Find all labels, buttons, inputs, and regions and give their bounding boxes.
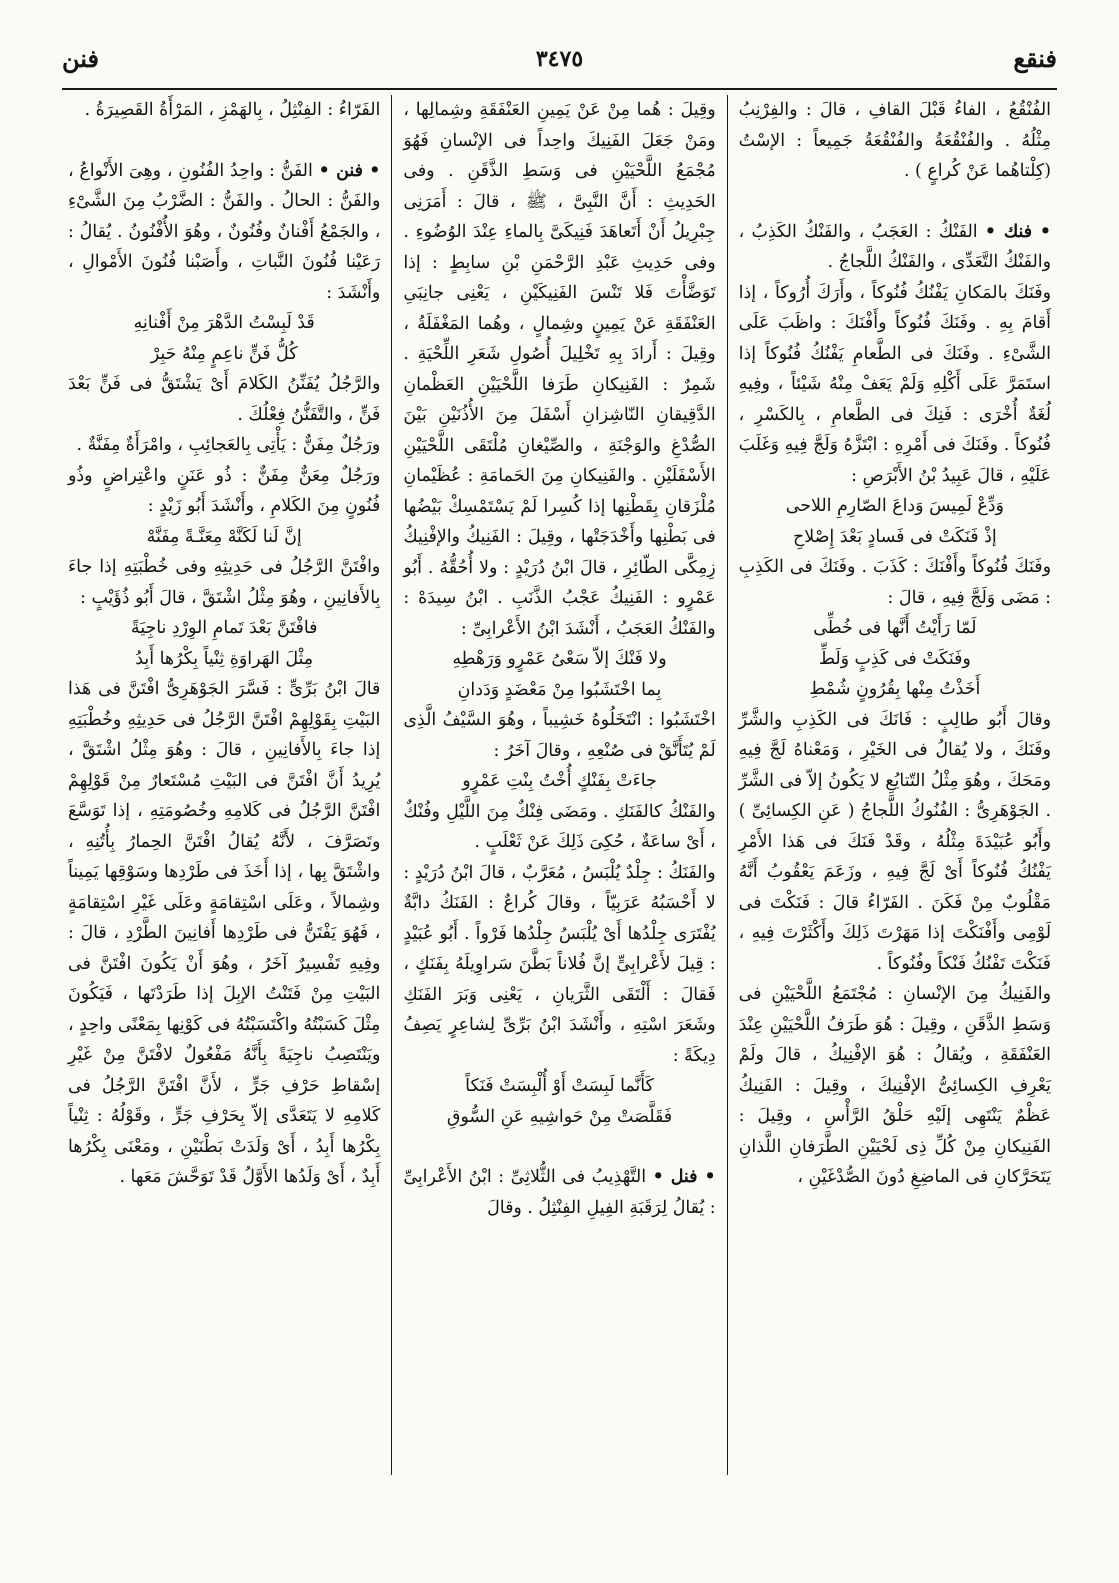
column-text: والفَنِيكُ مِنَ الإنْسانِ : مُجْتَمَعُ اللَّحْيَيْنِ فى وَسَطِ الذَّقَنِ ، وقِيلَ : هُوَ طَرَفُ اللَّحْيَيْنِ عِنْدَ العَنْفَقَةِ ، ويُقالُ : هُوَ الإفْنِيكُ ، قالَ ولَمْ يَعْرِفِ الكِسائِىُّ الإفْنِيكَ ، وقِيلَ : الفَنِيكُ عَظْمٌ يَنْتَهِى إلَيْهِ حَلْقُ الرَّأْسِ ، وقِيلَ : الفَنِيكانِ مِنْ كُلِّ ذِى لَحْيَيْنِ الطَّرَفانِ اللَّذانِ يَتَحَرَّكانِ فى الماضِغِ دُونَ الصُّدْغَيْنِ ، (738, 984, 1051, 1187)
verse-line: مِثْلَ الهَراوَةِ ثِنْياً بِكْرُها أَبِدُ (135, 648, 314, 669)
guide-word-right: فنقع (1013, 44, 1057, 73)
entry-headword: • فنل • (652, 1167, 716, 1187)
verse-line: ولا فَنْكَ إلاّ سَعْىُ عَمْرٍو وَرَهْطِهِ (452, 649, 667, 669)
column-text: ورَجُلٌ مِعَنٌّ مِفَنٌّ : ذُو عَنَنٍ واعْتِراضٍ وذُو فُنُونٍ مِنَ الكَلامِ ، وأَنْشَدَ أَبُو زَيْدٍ : (68, 465, 381, 516)
column-text: وقالَ أَبُو طالِبٍ : فَانَكَ فى الكَذِبِ والشَّرِّ وفَنَكَ ، ولا يُقالُ فى الخَيْرِ ، وَمَعْناهُ لَجَّ فِيهِ ومَحَكَ ، وهُوَ مِثْلُ التّتايُعِ لا يَكُونُ إلاّ فى الشَّرِّ . الجَوْهَرِىُّ : الفُنُوكُ اللَّجاجُ ( عَنِ الكِسائِىِّ ) وأَبُو عُبَيْدَةَ مِثْلُهُ ، وقَدْ فَنَكَ فى هَذا الأَمْرِ يَفْنُكُ فُنُوكاً أَىْ لَجَّ فِيهِ ، وزَعَمَ يَعْقُوبُ أَنَّهُ مَقْلُوبٌ مِنْ فَكَنَ . الفَرّاءُ قالَ : فَنَكْتَ فى لَوْمِى وأَفْنَكْتَ إذا مَهَرْتَ ذَلِكَ وأَكْثَرْتَ فِيهِ ، فَنَكْتَ تَفْنُكُ فَنْكاً وفُنُوكاً . (738, 709, 1051, 974)
verse-line: أَخَذْتُ مِنْها بِقُرُونٍ شُمْطِ (809, 679, 981, 699)
verse-line: فافْتَنَّ بَعْدَ تَمامِ الوِرْدِ ناجِيَةً (130, 618, 318, 638)
verse-line: كُلُّ فَنٍّ ناعِمٍ مِنْهُ حَبِرْ (150, 343, 298, 364)
page-header (62, 44, 1057, 84)
column-text: قالَ ابْنُ بَرِّىٍّ : فَسَّرَ الجَوْهَرِىُّ افْتَنَّ فى هَذا البَيْتِ بِقَوْلِهِمْ افْتَنَّ الرَّجُلُ فى حَدِيثِهِ وخُطْبَتِهِ إذا جاءَ بِالأَفانِينِ ، قالَ : وهُوَ مِثْلُ اشْتَقَّ ، يُرِيدُ أَنَّ افْتَنَّ فى البَيْتِ مُسْتَعارٌ مِنْ قَوْلِهِمْ افْتَنَّ الرَّجُلُ فى كَلامِهِ وخُصُومَتِهِ ، إذا تَوَسَّعَ وتَصَرَّفَ ، لأَنَّهُ يُقالُ افْتَنَّ الحِمارُ بِأُتُنِهِ ، واشْتَقَّ بِها ، إذا أَخَذَ فى طَرْدِها وسَوْقِها يَمِيناً وشِمالاً ، وعَلَى اسْتِقامَةٍ وعَلَى غَيْرِ اسْتِقامَةٍ ، فَهُوَ يَفْتَنُّ فى طَرْدِها أَفانِينَ الطَّرْدِ ، قالَ : وفِيهِ تَفْسِيرٌ آخَرُ ، وهُوَ أَنْ يَكُونَ افْتَنَّ فى البَيْتِ مِنْ فَتَنْتُ الإبِلَ إذا طَرَدْتَها ، فَيَكُونَ مِثْلَ كَسَبْتُهُ واكْتَسَبْتُهُ فى كَوْنِها بِمَعْنًى واحِدٍ ، ويَنْتَصِبُ ناجِيَةً بِأَنَّهُ مَفْعُولٌ لافْتَنَّ مِنْ غَيْرِ إسْقاطِ حَرْفِ جَرٍّ ، لأَنَّ افْتَنَّ الرَّجُلُ فى كَلامِهِ لا يَتَعَدَّى إلاّ بِحَرْفِ جَرٍّ ، وقَوْلُهُ : ثِنْياً بِكْرُها أَبِدُ ، أَىْ وَلَدَتْ بَطْنَيْنِ ، ومَعْنَى بِكْرُها أَبِدٌ ، أَىْ وَلَدُها الأَوَّلُ قَدْ تَوَحَّشَ مَعَها . (68, 679, 381, 1187)
verse-line: قَدْ لَبِسْتُ الدَّهْرَ مِنْ أَفْنانِهِ (133, 313, 315, 333)
verse-line: فَقَلَّصَتْ مِنْ حَواشِيهِ عَنِ السُّوقِ (446, 1106, 673, 1127)
column-text: الفُنْقُعُ ، الفاءُ قَبْلَ القافِ ، قالَ : والفِرْنِبُ مِثْلُهُ . والفُنْقُعَةُ والفُنْقُعَةُ جَمِيعاً : الإسْتُ (كِلْتاهُما عَنْ كُراعٍ ) . (738, 100, 1051, 181)
verse-line: إنَّ لَنا لَكَنَّهْ مِعَنَّـةً مِفَنَّهْ (146, 526, 302, 547)
column-left (62, 95, 386, 1475)
verse-line: بِما اخْتَشَبُوا مِنْ مَعْضَدٍ وَدَدانِ (457, 679, 662, 700)
verse-line: وفَنَكَتْ فى كَذِبٍ وَلَطِّ (818, 648, 971, 669)
verse-line: وَدِّعْ لَمِيسَ وَداعَ الصّارِمِ اللاحى (785, 496, 1004, 516)
entry-headword: • فنك • (984, 221, 1052, 242)
column-text: ورَجُلٌ مِفَنٌّ : يَأْتِى بِالعَجائِبِ ، وامْرَأَةٌ مِفَنَّةٌ . (76, 435, 381, 455)
entry-headword: • فنن • (318, 160, 381, 181)
column-text: وافْتَنَّ الرَّجُلُ فى حَدِيثِهِ وفى خُطْبَتِهِ إذا جاءَ بِالأَفانِينِ ، وهُوَ مِثْلُ اشْتَقَّ ، قالَ أَبُو ذُؤَيْبٍ : (68, 557, 381, 608)
column-text: الفَنْكُ : العَجَبُ ، والفَنْكُ الكَذِبُ ، والفَنْكُ التَّعَدِّى ، والفَنْكُ اللَّجاجُ . (738, 221, 1051, 272)
verse-line: لَمّا رَأَيْتُ أَنَّها فى خُطِّى (813, 618, 977, 638)
column-divider (727, 95, 728, 1475)
verse-line: إذْ فَنَكَتْ فى فَسادٍ بَعْدَ إِصْلاحِ (792, 526, 997, 547)
column-text: والرَّجُلُ يُفَنِّنُ الكَلامَ أَىْ يَشْتَقُّ فى فَنٍّ بَعْدَ فَنٍّ ، والتَّفَنُّنُ فِعْلُكَ . (68, 374, 381, 425)
column-text: وفَنَكَ بالمَكانِ يَفْنُكُ فُنُوكاً ، وأَرَكَ أُرُوكاً ، إذا أَقامَ بِهِ . وفَنَكَ فُنُوكاً وأَفْنَكَ : واظَبَ عَلَى الشَّىْءِ . وفَنَكَ فى الطَّعامِ يَفْنُكُ فُنُوكاً إذا استَمَرَّ عَلَى أَكْلِهِ وَلَمْ يَعَفْ مِنْهُ شَيْئاً ، وفِيهِ لُغَةٌ أُخْرَى : فَنِكَ فى الطَّعامِ ، بِالكَسْرِ ، فُنُوكاً . وفَنَكَ فى أَمْرِهِ : ابْتَزَّهُ وَلَجَّ فِيهِ وَغَلَبَ عَلَيْهِ ، قالَ عَبِيدُ بْنُ الأَبْرَصِ : (738, 282, 1051, 486)
verse-line: جاءَتْ بِفَنْكٍ أُخْتُ بِنْتِ عَمْرٍو (462, 771, 657, 791)
column-text: وفَنَكَ فُنُوكاً وأَفْنَكَ : كَذَبَ . وفَنَكَ فى الكَذِبِ : مَضَى وَلَجَّ فِيهِ ، قالَ : (738, 557, 1051, 608)
column-text: اخْتَشَبُوا : انْتَخَلُوهُ خَشِيباً ، وهُوَ السَّيْفُ الَّذِى لَمْ يُتَأَنَّقْ فى صُنْعِهِ ، وقالَ آخَرُ : (403, 710, 716, 761)
guide-word-left: فنن (62, 44, 99, 73)
column-divider (391, 95, 392, 1475)
text-columns (62, 95, 1057, 1475)
column-text: والفَنَكُ : جِلْدٌ يُلْبَسُ ، مُعَرَّبٌ ، قالَ ابْنُ دُرَيْدٍ : لا أَحْسَبُهُ عَرَبِيّاً ، وقالَ كُراعٌ : الفَنَكُ دابَّةٌ يُفْتَرَى جِلْدُها أَىْ يُلْبَسُ جِلْدُها فَرْواً . أَبُو عُبَيْدٍ : قِيلَ لأَعْرابِىٍّ إنَّ فُلاناً بَطَّنَ سَراوِيلَهُ بِفَنَكٍ ، فَقالَ : أَلْتَقَى الثَّرَيانِ ، يَعْنِى وَبَرَ الفَنَكِ وشَعَرَ اسْتِهِ ، وأَنْشَدَ ابْنُ بَرِّىِّ لِشاعِرٍ يَصِفُ دِيكَةً : (403, 862, 716, 1066)
column-text: وقِيلَ : هُما مِنْ عَنْ يَمِينِ العَنْفَقَةِ وشِمالِها ، ومَنْ جَعَلَ الفَنِيكَ واحِداً فى الإنْسانِ فَهُوَ مُجْمَعُ اللَّحْيَيْنِ فى وَسَطِ الذَّقَنِ . وفى الحَدِيثِ : أَنَّ النَّبِىَّ ، ﷺ ، قالَ : أَمَرَنِى جِبْرِيلُ أَنْ أَتَعاهَدَ فَنِيكَىَّ بِالماءِ عِنْدَ الوُضُوءِ . وفى حَدِيثِ عَبْدِ الرَّحْمَنِ بْنِ سابِطٍ : إذا تَوَضَّأْتَ فَلا تَنْسَ الفَنِيكَيْنِ ، يَعْنِى جانِبَىِ العَنْفَقَةِ عَنْ يَمِينٍ وشِمالٍ ، وهُما المَغْفَلَةُ ، وقِيلَ : أَرادَ بِهِ تَخْلِيلَ أُصُولِ شَعَرِ اللِّحْيَةِ . شَمِرٌ : الفَنِيكانِ طَرَفا اللَّحْيَيْنِ العَظْمانِ الدَّقِيقانِ النّاشِزانِ أَسْفَلَ مِنَ الأُذُنَيْنِ بَيْنَ الصُّدْغِ والوَجْنَةِ ، والصِّيْغانِ مُلْتَقَى اللَّحْيَيْنِ الأَسْفَلَيْنِ . والفَنِيكانِ مِنَ الحَمامَةِ : عُظَيْمانِ مُلْزَقانِ بِقَطْنِها إذا كُسِرا لَمْ يَسْتَمْسِكْ بَيْضُها فى بَطْنِها وأَخْدَجَتْها ، وقِيلَ : الفَنِيكُ والإفْنِيكُ زِمِكَّى الطّائِرِ ، قالَ ابْنُ دُرَيْدٍ : ولا أُحُقُّهُ . أَبُو عَمْرٍو : الفَنِيكُ عَجْبُ الذَّنَبِ . ابْنُ سِيدَهْ : والفَنْكُ العَجَبُ ، أَنْشَدَ ابْنُ الأَعْرابِىِّ : (403, 100, 716, 639)
page-number: ٣٤٧٥ (535, 46, 584, 72)
column-text: والفَنْكُ كالفَنَكِ . ومَضَى فِنْكٌ مِنَ اللَّيْلِ وفُنْكٌ ، أَىْ ساعَةٌ ، حُكِىَ ذَلِكَ عَنْ ثَعْلَبٍ . (403, 801, 716, 852)
column-text: الفَرّاءُ : الفِنْثِلُ ، بِالهَمْزِ ، المَرْأَةُ القَصِيرَةُ . (84, 100, 381, 120)
column-middle (397, 95, 721, 1475)
column-text: الفَنُّ : واحِدُ الفُنُونِ ، وهِىَ الأَنْواعُ ، والفَنُّ : الحالُ . والفَنُّ : الضَّرْبُ مِنَ الشَّىْءِ ، والجَمْعُ أَفْنانٌ وفُنُونٌ ، وهُوَ الأُفْنُونُ . يُقالُ : رَعَيْنا فُنُونَ النَّباتِ ، وأَصَبْنا فُنُونَ الأَمْوالِ ، وأَنْشَدَ : (68, 160, 381, 303)
column-text: التَّهْذِيبُ فى الثُّلاثِىِّ : ابْنُ الأَعْرابِىِّ : يُقالُ لِرَقَبَةِ الفِيلِ الفِنْثِلُ . وقالَ (403, 1167, 716, 1218)
column-right (733, 95, 1057, 1475)
verse-line: كَأَنَّما لَبِسَتْ أَوْ أُلْبِسَتْ فَنَكاً (465, 1076, 654, 1096)
header-rule (62, 88, 1057, 90)
